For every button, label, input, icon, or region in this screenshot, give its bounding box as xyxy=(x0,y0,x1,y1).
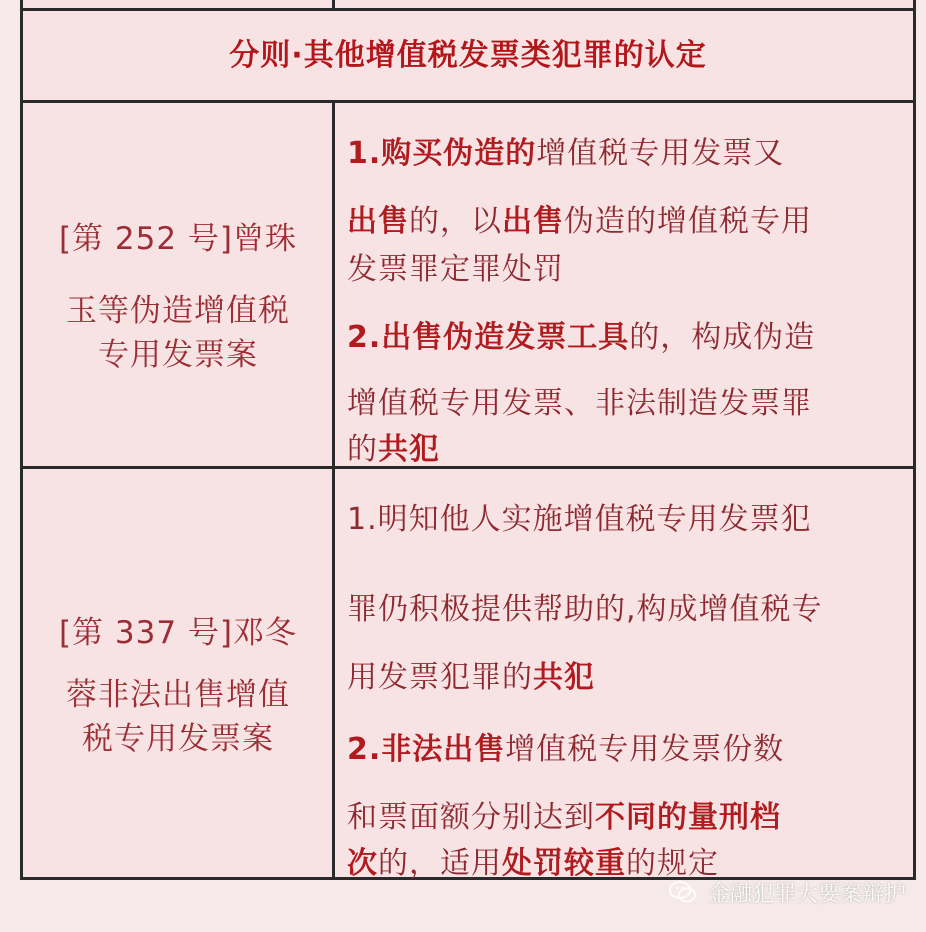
case-name-337 xyxy=(23,604,333,768)
point-line: 用发票犯罪的共犯 xyxy=(347,660,595,695)
watermark xyxy=(668,872,906,912)
case-line: [第 252 号]曾珠 xyxy=(58,221,298,257)
point-line: 增值税专用发票、非法制造发票罪 xyxy=(347,386,812,421)
case-line: 蓉非法出售增值 xyxy=(66,677,290,713)
point-line: 和票面额分别达到不同的量刑档 xyxy=(347,800,781,835)
case-line: [第 337 号]邓冬 xyxy=(58,615,298,651)
case-line: 玉等伪造增值税 xyxy=(66,293,290,329)
header-bottom-border xyxy=(20,100,916,103)
point-line: 次的，适用处罚较重的规定 xyxy=(347,846,719,881)
point-line: 发票罪定罪处罚 xyxy=(347,252,564,287)
point-line: 1.明知他人实施增值税专用发票犯 xyxy=(347,502,812,537)
column-divider-top xyxy=(332,0,335,10)
point-line: 的共犯 xyxy=(347,432,440,467)
point-line: 1.购买伪造的增值税专用发票又 xyxy=(347,136,785,171)
wechat-icon xyxy=(668,877,698,907)
case-name-252 xyxy=(23,210,333,384)
table-border-top xyxy=(20,8,916,11)
watermark-text: 金融犯罪大要案辩护 xyxy=(708,881,907,907)
point-line: 2.非法出售增值税专用发票份数 xyxy=(347,732,785,767)
point-line: 2.出售伪造发票工具的，构成伪造 xyxy=(347,320,816,355)
point-line: 罪仍积极提供帮助的,构成增值税专 xyxy=(347,592,823,627)
row-divider xyxy=(20,466,916,469)
case-table xyxy=(20,0,916,880)
table-border-right xyxy=(913,0,916,880)
point-line: 出售的，以出售伪造的增值税专用 xyxy=(347,204,812,239)
case-line: 税专用发票案 xyxy=(82,721,274,757)
table-title: 分则·其他增值税发票类犯罪的认定 xyxy=(229,38,707,73)
case-line: 专用发票案 xyxy=(98,337,258,373)
